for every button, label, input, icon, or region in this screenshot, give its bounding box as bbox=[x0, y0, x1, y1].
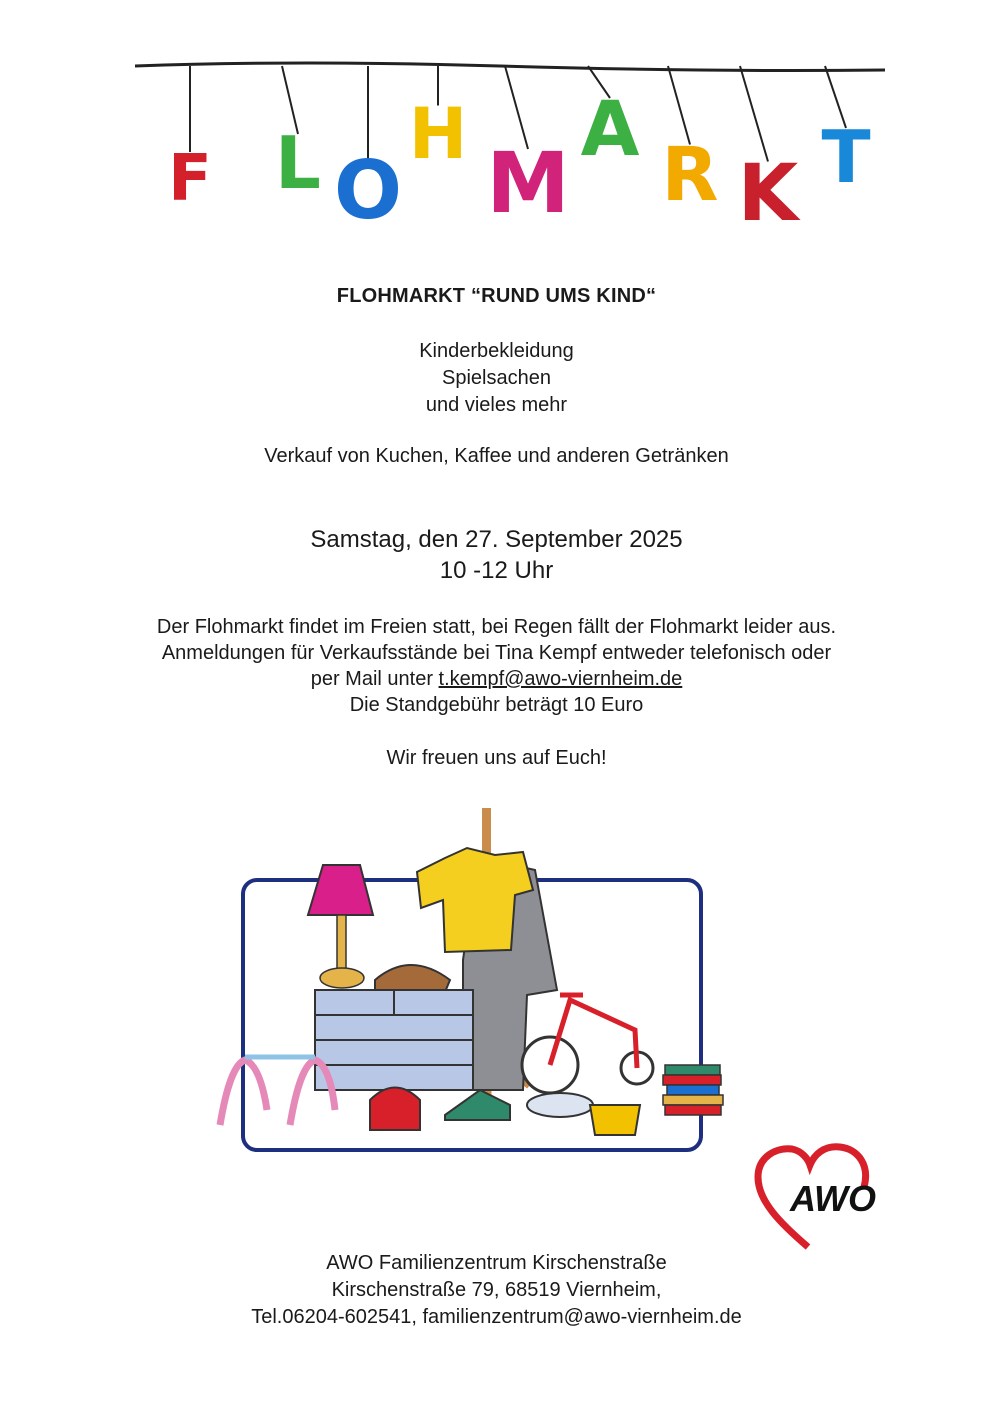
dresser bbox=[315, 990, 473, 1090]
info-line-fee: Die Standgebühr beträgt 10 Euro bbox=[349, 694, 644, 716]
footer-contact: Tel.06204-602541, familienzentrum@awo-viernheim.de bbox=[251, 1306, 742, 1328]
footer-address: Kirschenstraße 79, 68519 Viernheim, bbox=[331, 1279, 662, 1301]
greeting: Wir freuen uns auf Euch! bbox=[386, 747, 607, 769]
footer bbox=[0, 1250, 993, 1331]
footer-org: AWO Familienzentrum Kirschenstraße bbox=[326, 1252, 667, 1274]
banner-letter-h: H bbox=[408, 93, 468, 175]
awo-logo-text: AWO bbox=[790, 1178, 876, 1219]
banner-letter-a: A bbox=[580, 84, 640, 173]
yellow-pot bbox=[590, 1105, 640, 1135]
banner-letter-r: R bbox=[661, 132, 719, 218]
banner-letter-o: O bbox=[333, 144, 403, 237]
awo-logo bbox=[752, 1143, 882, 1251]
banner-letter-f: F bbox=[168, 142, 212, 216]
info-line-mail bbox=[0, 666, 993, 692]
banner-string bbox=[135, 63, 885, 71]
item-more: und vieles mehr bbox=[425, 394, 568, 416]
banner-letter-k: K bbox=[737, 149, 799, 239]
time-line: 10 -12 Uhr bbox=[439, 557, 554, 584]
items-list bbox=[0, 338, 993, 419]
banner-letter-t: T bbox=[821, 115, 871, 199]
event-title: FLOHMARKT “RUND UMS KIND“ bbox=[336, 285, 657, 307]
banner-letter-l: L bbox=[275, 121, 321, 205]
red-kettle bbox=[370, 1088, 420, 1131]
item-clothing: Kinderbekleidung bbox=[419, 340, 574, 362]
event-date bbox=[0, 524, 993, 586]
books bbox=[663, 1065, 723, 1115]
info-line-registration: Anmeldungen für Verkaufsstände bei Tina Kempf entweder telefonisch oder bbox=[161, 642, 832, 664]
plates bbox=[527, 1093, 593, 1117]
flea-market-illustration bbox=[205, 800, 745, 1160]
banner-letter-m: M bbox=[486, 134, 570, 232]
flohmarkt-banner bbox=[0, 0, 993, 240]
banner-hanger bbox=[740, 66, 768, 162]
date-line: Samstag, den 27. September 2025 bbox=[310, 526, 683, 553]
email-link[interactable]: t.kempf@awo-viernheim.de bbox=[438, 668, 683, 690]
item-toys: Spielsachen bbox=[442, 367, 551, 389]
sales-text: Verkauf von Kuchen, Kaffee und anderen Getränken bbox=[264, 445, 729, 467]
mail-prefix: per Mail unter bbox=[310, 668, 439, 690]
info-block bbox=[0, 614, 993, 718]
info-line-weather: Der Flohmarkt findet im Freien statt, bei Regen fällt der Flohmarkt leider aus. bbox=[156, 616, 837, 638]
